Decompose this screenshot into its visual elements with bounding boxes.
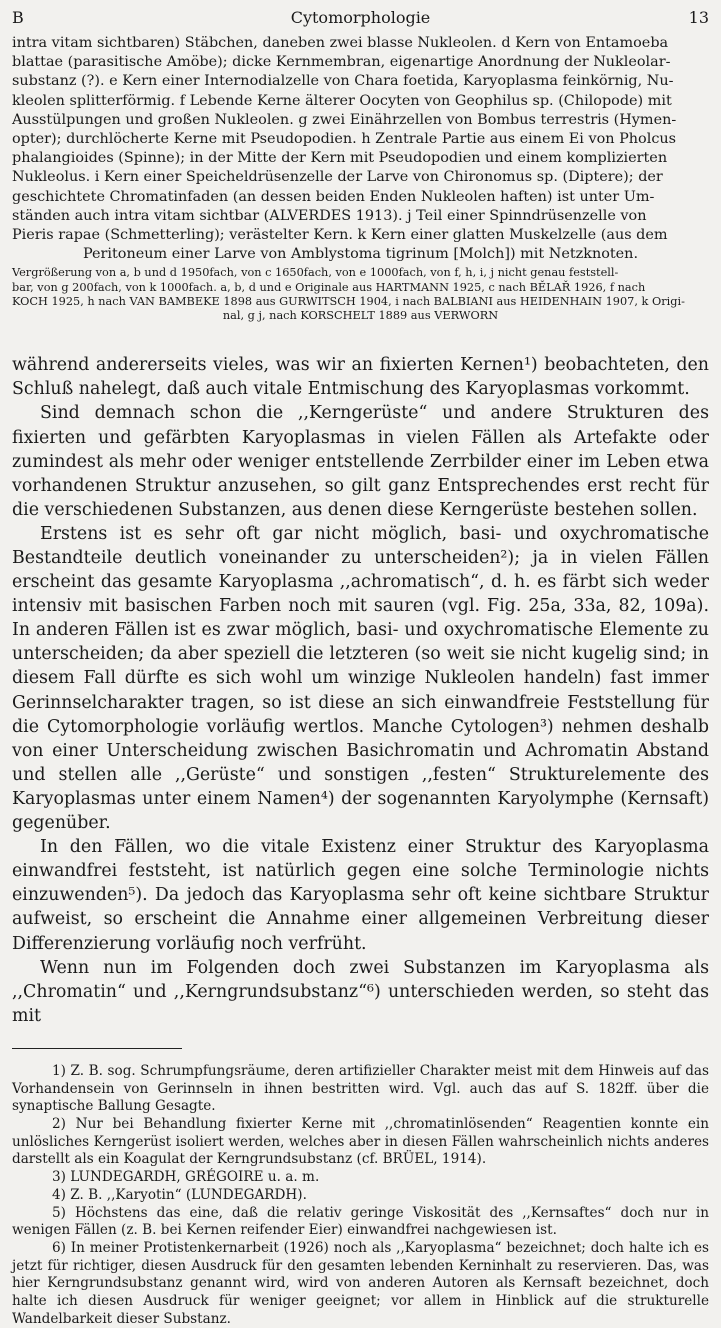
body-paragraph: Erstens ist es sehr oft gar nicht möglich, basi- und oxychromatische Bestandteile deutlich voneinander zu unterscheiden²); ja in vielen Fällen erscheint das gesamte Karyoplasma ,,achromatisch“, d. h. es färbt sich weder intensiv mit basischen Farben noch mit sauren (vgl. Fig. 25a, 33a, 82, 109a). In anderen Fällen ist es zwar möglich, basi- und oxychromatische Elemente zu unterscheiden; da aber speziell die letzteren (so weit sie nicht kugelig sind; in diesem Fall dürfte es sich wohl um winzige Nukleolen handeln) fast immer Gerinnselcharakter tragen, so ist diese an sich einwandfreie Feststellung für die Cytomorphologie vorläufig wertlos. Manche Cytologen³) nehmen deshalb von einer Unterscheidung zwischen Basichromatin und Achromatin Abstand und stellen alle ,,Gerüste“ und sonstigen ,,festen“ Strukturelemente des Karyoplasmas unter einem Namen⁴) der sogenannten Karyolymphe (Kernsaft) gegenüber.	[12, 523, 709, 834]
footnote: 1) Z. B. sog. Schrumpfungsräume, deren artifizieller Charakter meist mit dem Hinweis auf das Vorhandensein von Gerinnseln in ihnen bestritten wird. Vgl. auch das auf S. 182ff. über die synaptische Ballung Gesagte.	[12, 1062, 709, 1115]
caption-line: Nukleolus. i Kern einer Speicheldrüsenzelle der Larve von Chironomus sp. (Diptere); der	[12, 169, 663, 186]
magnification-line: bar, von g 200fach, von k 1000fach. a, b, d und e Originale aus HARTMANN 1925, c nach BĚLAŘ 1926, f nach	[12, 280, 646, 294]
section-letter: B	[12, 8, 24, 27]
caption-line: phalangioides (Spinne); in der Mitte der Kern mit Pseudopodien und einem komplizierten	[12, 150, 668, 167]
caption-line: geschichtete Chromatinfaden (an dessen beiden Enden Nukleolen haften) ist unter Um-	[12, 188, 655, 205]
caption-line: intra vitam sichtbaren) Stäbchen, daneben zwei blasse Nukleolen. d Kern von Entamoeba	[12, 35, 669, 51]
footnote: 5) Höchstens das eine, daß die relativ geringe Viskosität des ,,Kernsaftes“ doch nur in wenigen Fällen (z. B. bei Kernen reifender Eier) einwandfrei nachgewiesen ist.	[12, 1204, 709, 1239]
magnification-line: Vergrößerung von a, b und d 1950fach, von c 1650fach, von e 1000fach, von f, h, i, j nicht genau feststell-	[12, 266, 619, 280]
body-paragraph: In den Fällen, wo die vitale Existenz einer Struktur des Karyoplasma einwandfrei feststeht, ist natürlich gegen eine solche Terminologie nichts einzuwenden⁵). Da jedoch das Karyoplasma sehr oft keine sichtbare Struktur aufweist, so erscheint die Annahme einer allgemeinen Verbreitung dieser Differenzierung vorläufig noch verfrüht.	[12, 837, 709, 954]
body-paragraph: Wenn nun im Folgenden doch zwei Substanzen im Karyoplasma als ,,Chromatin“ und ,,Kerngrundsubstanz“⁶) unterschieden werden, so steht das mit	[12, 957, 709, 1026]
magnification-line: nal, g j, nach KORSCHELT 1889 aus VERWORN	[222, 309, 499, 323]
caption-line: ständen auch intra vitam sichtbar (ALVERDES 1913). j Teil einer Spinndrüsenzelle von	[12, 207, 647, 224]
caption-line: Ausstülpungen und großen Nukleolen. g zwei Einährzellen von Bombus terrestris (Hymen-	[12, 111, 677, 128]
magnification-line: KOCH 1925, h nach VAN BAMBEKE 1898 aus GURWITSCH 1904, i nach BALBIANI aus HEIDENHAIN 1907, k Origi-	[12, 294, 685, 308]
running-header	[12, 8, 709, 34]
body-paragraph: Sind demnach schon die ,,Kerngerüste“ und andere Strukturen des fixierten und gefärbten Karyoplasmas in vielen Fällen als Artefakte oder zumindest als mehr oder weniger entstellende Zerrbilder einer im Leben etwa vorhandenen Struktur anzusehen, so gilt ganz Entsprechendes erst recht für die verschiedenen Substanzen, aus denen diese Kerngerüste bestehen sollen.	[12, 403, 709, 520]
figure-caption	[12, 34, 709, 264]
page-number: 13	[688, 8, 709, 27]
body-text	[12, 353, 709, 1028]
caption-line: kleolen splitterförmig. f Lebende Kerne älterer Oocyten von Geophilus sp. (Chilopode) mit	[12, 92, 672, 109]
caption-line: blattae (parasitische Amöbe); dicke Kernmembran, eigenartige Anordnung der Nukleolar-	[12, 54, 671, 71]
footnote: 6) In meiner Protistenkernarbeit (1926) noch als ,,Karyoplasma“ bezeichnet; doch halte ich es jetzt für richtiger, diesen Ausdruck für den gesamten lebenden Kerninhalt zu reservieren. Das, was hier Kerngrundsubstanz genannt wird, wird von anderen Autoren als Kernsaft bezeichnet, doch halte ich diesen Ausdruck für weniger geeignet; vor allem in Hinblick auf die strukturelle Wandelbarkeit dieser Substanz.	[12, 1239, 709, 1327]
caption-line: Pieris rapae (Schmetterling); verästelter Kern. k Kern einer glatten Muskelzelle (aus dem	[12, 227, 668, 244]
footnote-rule	[12, 1048, 182, 1049]
footnotes	[12, 1063, 709, 1328]
running-title: Cytomorphologie	[290, 8, 431, 27]
magnification-notes	[12, 266, 709, 323]
footnote: 2) Nur bei Behandlung fixierter Kerne mit ,,chromatinlösenden“ Reagentien konnte ein unlösliches Kerngerüst isoliert werden, welches aber in diesen Fällen wahrscheinlich nichts anderes darstellt als ein Koagulat der Kerngrundsubstanz (cf. BRÜEL, 1914).	[12, 1115, 709, 1168]
caption-line: Peritoneum einer Larve von Amblystoma tigrinum [Molch]) mit Netzknoten.	[82, 246, 639, 263]
footnote: 3) LUNDEGARDH, GRÉGOIRE u. a. m.	[52, 1169, 320, 1186]
footnote: 4) Z. B. ,,Karyotin“ (LUNDEGARDH).	[52, 1186, 307, 1203]
caption-line: opter); durchlöcherte Kerne mit Pseudopodien. h Zentrale Partie aus einem Ei von Pholcus	[12, 131, 677, 148]
caption-line: substanz (?). e Kern einer Internodialzelle von Chara foetida, Karyoplasma feinkörnig, Nu-	[12, 73, 674, 90]
body-paragraph: während andererseits vieles, was wir an fixierten Kernen¹) beobachteten, den Schluß nahelegt, daß auch vitale Entmischung des Karyoplasmas vorkommt.	[12, 355, 709, 400]
